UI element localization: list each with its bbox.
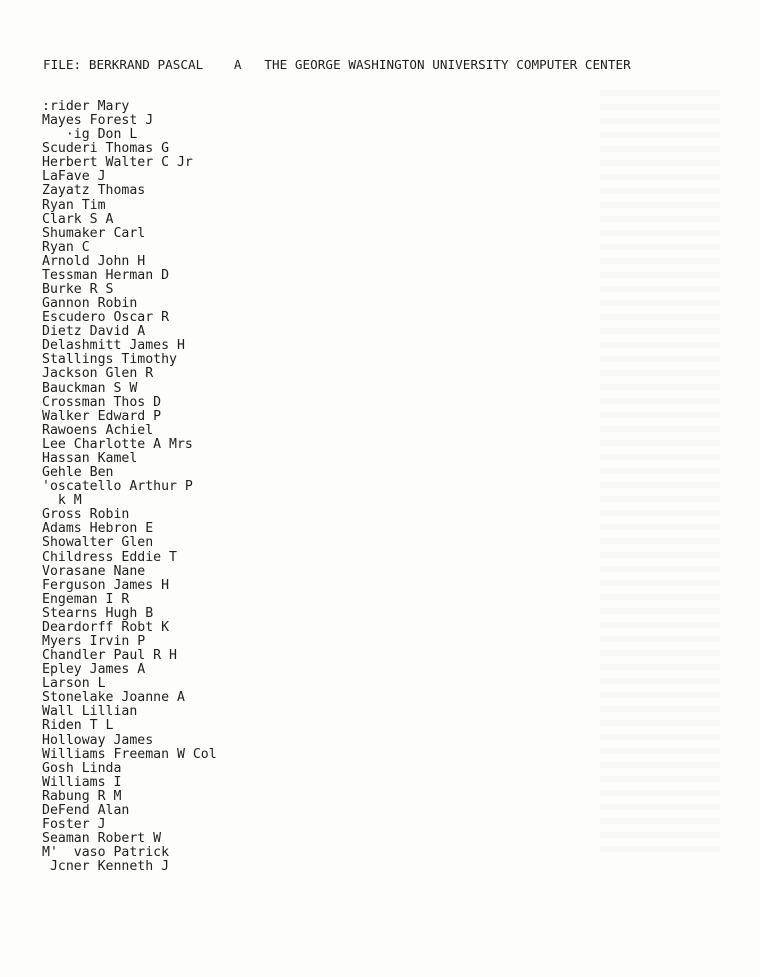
name-entry: Foster J: [42, 816, 106, 832]
name-entry: Dietz David A: [42, 324, 146, 340]
name-entry: ·ig Don L: [42, 127, 138, 143]
name-entry: Williams I: [42, 774, 122, 790]
name-entry: Stallings Timothy: [42, 352, 177, 368]
name-entry: Herbert Walter C Jr: [42, 155, 193, 171]
name-entry: Walker Edward P: [42, 408, 162, 424]
name-entry: Bauckman S W: [42, 380, 138, 396]
name-entry: Ferguson James H: [42, 577, 170, 593]
name-entry: M' vaso Patrick: [42, 845, 170, 861]
name-entry: Vorasane Nane: [42, 563, 146, 579]
name-entry: Myers Irvin P: [42, 633, 146, 649]
name-entry: Stonelake Joanne A: [42, 690, 185, 706]
name-entry: Stearns Hugh B: [42, 605, 154, 621]
name-entry: Tessman Herman D: [42, 267, 170, 283]
name-entry: Hassan Kamel: [42, 450, 138, 466]
name-entry: :rider Mary: [42, 99, 130, 114]
name-entry: Showalter Glen: [42, 535, 154, 551]
name-entry: Deardorff Robt K: [42, 619, 170, 635]
name-entry: Epley James A: [42, 662, 146, 678]
name-entry: Chandler Paul R H: [42, 648, 177, 664]
name-entry: Crossman Thos D: [42, 394, 162, 410]
name-entry: Wall Lillian: [42, 704, 138, 720]
name-entry: Gosh Linda: [42, 760, 122, 776]
name-entry: Rawoens Achiel: [42, 422, 154, 438]
name-entry: Jackson Glen R: [42, 366, 154, 382]
name-entry: Gannon Robin: [42, 296, 138, 312]
file-name: BERKRAND PASCAL: [88, 57, 204, 72]
name-entry: Ryan Tim: [42, 197, 106, 213]
name-entry: Arnold John H: [42, 253, 146, 269]
institution-name: THE GEORGE WASHINGTON UNIVERSITY COMPUTER CENTER: [264, 57, 631, 72]
name-entry: LaFave J: [42, 169, 106, 185]
name-entry: Clark S A: [42, 211, 114, 227]
name-entry: 'oscatello Arthur P: [42, 479, 193, 495]
file-label: FILE:: [43, 57, 82, 72]
file-header: [43, 57, 631, 72]
name-entry: Zayatz Thomas: [42, 183, 146, 199]
name-entry: Delashmitt James H: [42, 338, 185, 354]
name-entry: Gross Robin: [42, 507, 130, 523]
names-list: [42, 100, 217, 874]
name-entry: k M: [42, 493, 82, 509]
name-entry: Riden T L: [42, 718, 114, 734]
name-entry: Ryan C: [42, 239, 90, 255]
show-through-bleed: [600, 90, 720, 860]
name-entry: Rabung R M: [42, 788, 122, 804]
name-entry: Engeman I R: [42, 591, 130, 607]
name-entry: Williams Freeman W Col: [42, 746, 217, 762]
name-entry: Escudero Oscar R: [42, 310, 170, 326]
name-entry: Adams Hebron E: [42, 521, 154, 537]
name-entry: Burke R S: [42, 282, 114, 298]
name-entry: Shumaker Carl: [42, 225, 146, 241]
name-entry: Lee Charlotte A Mrs: [42, 436, 193, 452]
name-entry: Childress Eddie T: [42, 549, 177, 565]
name-entry: Gehle Ben: [42, 465, 114, 481]
name-entry: Larson L: [42, 676, 106, 692]
name-entry: Seaman Robert W: [42, 831, 162, 847]
file-code: A: [233, 57, 242, 72]
name-entry: Jcner Kenneth J: [42, 859, 170, 875]
name-entry: Mayes Forest J: [42, 113, 154, 129]
name-entry: DeFend Alan: [42, 802, 130, 818]
name-entry: Scuderi Thomas G: [42, 141, 170, 157]
name-entry: Holloway James: [42, 732, 154, 748]
